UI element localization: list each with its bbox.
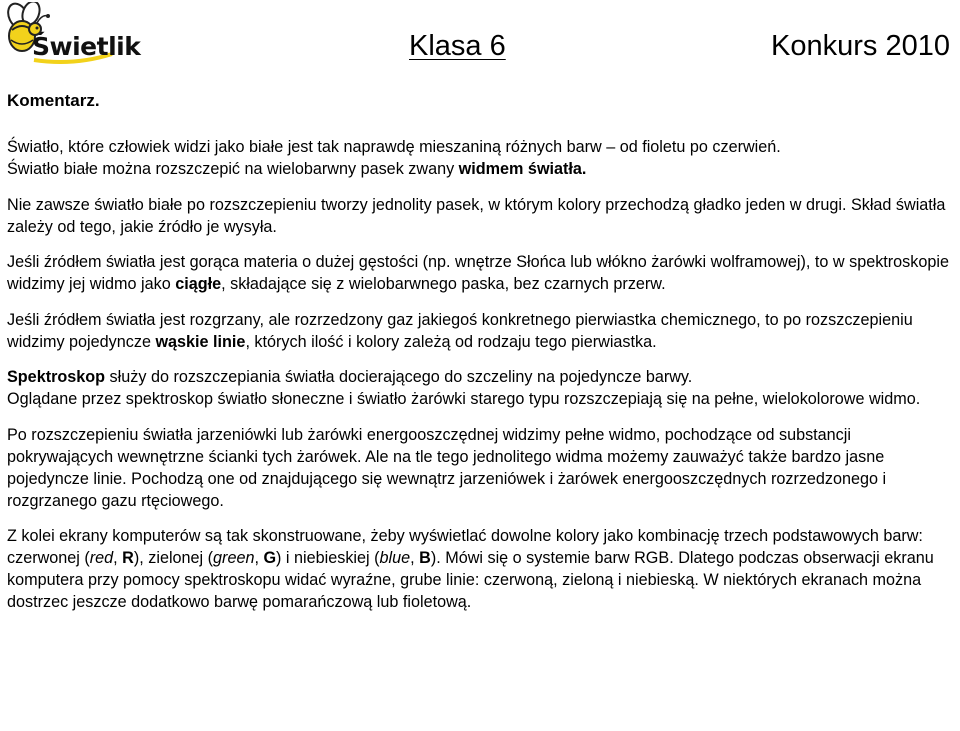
comment-body xyxy=(7,136,955,627)
term-ciagle: ciągłe xyxy=(175,275,222,293)
paragraph-4: Jeśli źródłem światła jest rozgrzany, ale rozrzedzony gaz jakiegoś konkretnego pierwiastka chemicznego, to po rozszczepieniu widzimy pojedyncze wąskie linie, których ilość i kolory zależą od rodzaju tego pierwiastka. xyxy=(7,310,913,351)
swietlik-logo xyxy=(4,2,141,66)
paragraph-6: Po rozszczepieniu światła jarzeniówki lub żarówki energooszczędnej widzimy pełne widmo, pochodzące od substancji pokrywających wewnętrzne ścianki tych żarówek. Ale na tle tego jednolitego widma możemy zauważyć także bardzo jasne pojedyncze linie. Pochodzą one od znajdującego się wewnątrz jarzeniówek i żarówek energooszczędnych rozrzedzonego i rozgrzanego gazu rtęciowego. xyxy=(7,425,887,510)
paragraph-5: Spektroskop służy do rozszczepiania światła docierającego do szczeliny na pojedyncze barwy. Oglądane przez spektroskop światło słoneczne i światło żarówki starego typu rozszczepiają się na pełne, wielokolorowe widmo. xyxy=(7,368,921,408)
term-spektroskop: Spektroskop xyxy=(7,368,106,386)
paragraph-7: Z kolei ekrany komputerów są tak skonstruowane, żeby wyświetlać dowolne kolory jako kombinację trzech podstawowych barw: czerwonej (red, R), zielonej (green, G) i niebieskiej (blue, B). Mówi się o systemie barw RGB. Dlatego podczas obserwacji ekranu komputera przy pomocy spektroskopu widać wyraźne, grube linie: czerwoną, zieloną i niebieską. W niektórych ekranach można dostrzec jeszcze dodatkowo barwę pomarańczową lub fioletową. xyxy=(7,527,934,611)
comment-heading: Komentarz. xyxy=(7,91,100,110)
term-waskie-linie: wąskie linie xyxy=(155,332,246,351)
paragraph-1: Światło, które człowiek widzi jako białe jest tak naprawdę mieszaniną różnych barw – od fioletu po czerwień. Światło białe można rozszczepić na wielobarwny pasek zwany widmem światła. xyxy=(7,138,781,178)
term-widmo-swiatla: widmem światła. xyxy=(458,160,587,178)
contest-title: Konkurs 2010 xyxy=(771,30,950,62)
paragraph-3: Jeśli źródłem światła jest gorąca materia o dużej gęstości (np. wnętrze Słońca lub włókno żarówki wolframowej), to w spektroskopie widzimy jej widmo jako ciągłe, składające się z wielobarwnego paska, bez czarnych przerw. xyxy=(7,253,949,293)
logo-text: Świetlik xyxy=(32,32,141,61)
class-title: Klasa 6 xyxy=(409,30,506,62)
paragraph-2: Nie zawsze światło białe po rozszczepieniu tworzy jednolity pasek, w którym kolory przechodzą gładko jeden w drugi. Skład światła zależy od tego, jakie źródło je wysyła. xyxy=(7,195,946,236)
